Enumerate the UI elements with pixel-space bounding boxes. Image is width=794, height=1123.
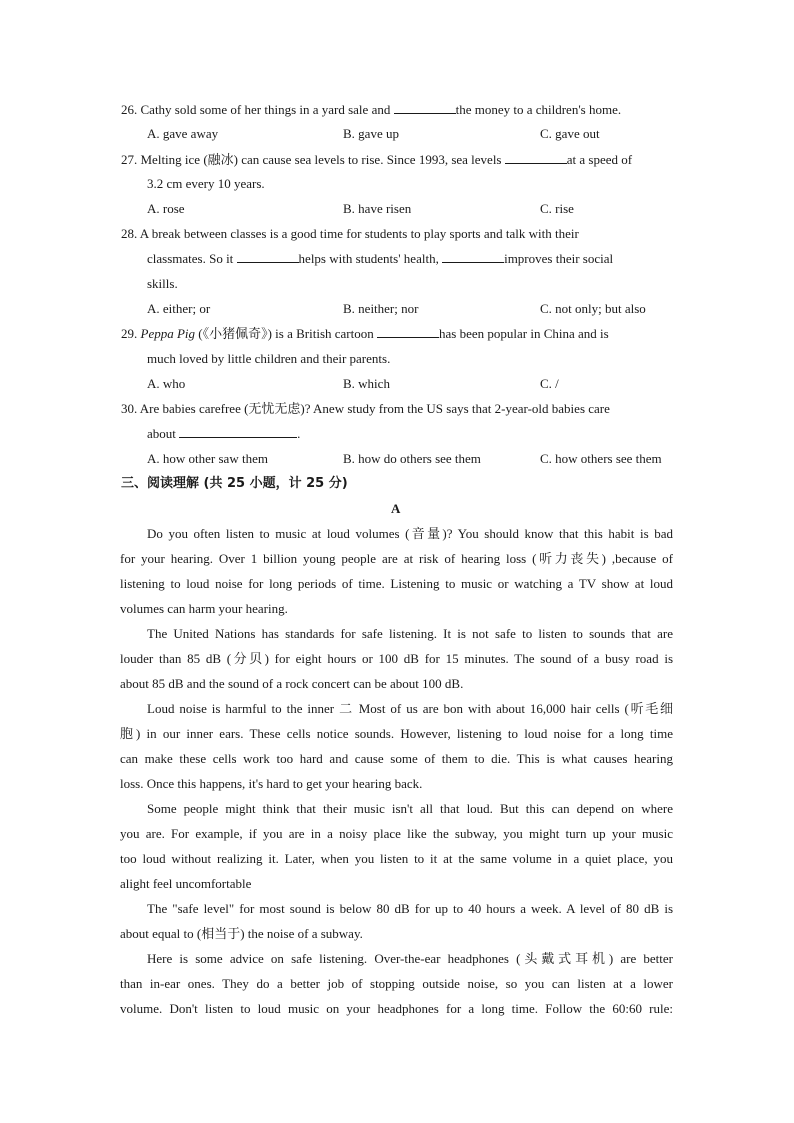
passage-title: A: [391, 501, 401, 516]
question-text: at a speed of: [566, 152, 633, 167]
paragraph-line: than in-ear ones. They do a better job of stopping outside noise, so you can listen at a lower: [120, 976, 673, 991]
paragraph-line: about equal to (相当于) the noise of a subway.: [120, 926, 363, 941]
option-a: A. rose: [147, 201, 185, 216]
question-text: [147, 250, 613, 268]
question-text: about: [147, 426, 176, 441]
option-c: C. gave out: [540, 126, 600, 141]
paragraph-line: alight feel uncomfortable: [120, 876, 252, 891]
option-c: C. how others see them: [540, 451, 662, 466]
question-text: A break between classes is a good time for students to play sports and talk with their: [139, 226, 579, 241]
answer-blank: [237, 250, 299, 263]
question-text: Are babies carefree (无忧无虑)? Anew study from the US says that 2-year-old babies care: [139, 401, 610, 416]
question-text: has been popular in China and is: [439, 326, 609, 341]
option-a: A. either; or: [147, 301, 211, 316]
question-number: 29.: [121, 326, 138, 341]
answer-blank: [179, 425, 297, 438]
option-b: B. how do others see them: [343, 451, 481, 466]
paragraph-line: for your hearing. Over 1 billion young people are at risk of hearing loss (听力丧失) ,because of: [120, 551, 673, 566]
paragraph-line: can make these cells work too hard and cause some of them to die. This is what causes hearing: [120, 751, 673, 766]
paragraph-line: loss. Once this happens, it's hard to get your hearing back.: [120, 776, 423, 791]
option-a: A. who: [147, 376, 186, 391]
question-text: 3.2 cm every 10 years.: [147, 176, 265, 191]
option-a: A. how other saw them: [147, 451, 268, 466]
option-c: C. rise: [540, 201, 574, 216]
paragraph-line: louder than 85 dB (分贝) for eight hours or 100 dB for 15 minutes. The sound of a busy road is: [120, 651, 673, 666]
option-b: B. neither; nor: [343, 301, 419, 316]
cartoon-title: Peppa Pig: [140, 326, 196, 341]
question-text: skills.: [147, 276, 178, 291]
question-text: (《小猪佩奇》) is a British cartoon: [195, 326, 374, 341]
passage-paragraph: [120, 521, 673, 621]
paragraph-line: The "safe level" for most sound is below 80 dB for up to 40 hours a week. A level of 80 dB is: [147, 901, 673, 916]
answer-blank: [505, 151, 567, 164]
section-heading: 三、阅读理解 (共 25 小题，计 25 分): [121, 476, 348, 491]
question-number: 28.: [121, 226, 138, 241]
answer-blank: [377, 325, 439, 338]
question-text: Melting ice (融冰) can cause sea levels to rise. Since 1993, sea levels: [140, 152, 502, 167]
question-text: classmates. So it: [147, 251, 234, 266]
paragraph-line: you are. For example, if you are in a noisy place like the subway, you might turn up your music: [120, 826, 673, 841]
question-number: 26.: [121, 102, 138, 117]
option-b: B. which: [343, 376, 390, 391]
question-27: [121, 151, 632, 169]
question-text: helps with students' health,: [298, 251, 439, 266]
option-c: C. /: [540, 376, 559, 391]
question-text: [147, 425, 300, 443]
question-number: 30.: [121, 401, 138, 416]
paragraph-line: listening to loud noise for long periods of time. Listening to music or watching a TV show at loud: [120, 576, 673, 591]
option-b: B. have risen: [343, 201, 412, 216]
passage-paragraph: [120, 896, 673, 946]
paragraph-line: The United Nations has standards for safe listening. It is not safe to listen to sounds that are: [147, 626, 673, 641]
answer-blank: [394, 101, 456, 114]
paragraph-line: volumes can harm your hearing.: [120, 601, 288, 616]
answer-blank: [442, 250, 504, 263]
question-text: much loved by little children and their parents.: [147, 351, 391, 366]
paragraph-line: Some people might think that their music isn't all that loud. But this can depend on where: [147, 801, 673, 816]
paragraph-line: about 85 dB and the sound of a rock concert can be about 100 dB.: [120, 676, 464, 691]
question-28: [121, 225, 579, 243]
paragraph-line: volume. Don't listen to loud music on your headphones for a long time. Follow the 60:60 rule:: [120, 1001, 673, 1016]
paragraph-line: Loud noise is harmful to the inner 二 Most of us are bon with about 16,000 hair cells (听毛细: [147, 701, 673, 716]
option-b: B. gave up: [343, 126, 399, 141]
question-29: [121, 325, 609, 343]
question-text: .: [297, 426, 301, 441]
paragraph-line: Here is some advice on safe listening. Over-the-ear headphones (头戴式耳机) are better: [147, 951, 673, 966]
paragraph-line: too loud without realizing it. Later, when you listen to it at the same volume in a quiet place, you: [120, 851, 673, 866]
question-30: [121, 400, 610, 418]
passage-paragraph: [120, 946, 673, 1021]
option-a: A. gave away: [147, 126, 219, 141]
question-text: the money to a children's home.: [455, 102, 622, 117]
paragraph-line: Do you often listen to music at loud volumes (音量)? You should know that this habit is bad: [147, 526, 673, 541]
question-text: improves their social: [504, 251, 614, 266]
passage-paragraph: [120, 696, 673, 796]
passage-paragraph: [120, 796, 673, 896]
question-number: 27.: [121, 152, 138, 167]
passage-paragraph: [120, 621, 673, 696]
question-text: Cathy sold some of her things in a yard sale and: [140, 102, 391, 117]
question-26: [121, 101, 621, 119]
paragraph-line: 胞) in our inner ears. These cells notice sounds. However, listening to loud noise for a long time: [120, 726, 673, 741]
option-c: C. not only; but also: [540, 301, 646, 316]
